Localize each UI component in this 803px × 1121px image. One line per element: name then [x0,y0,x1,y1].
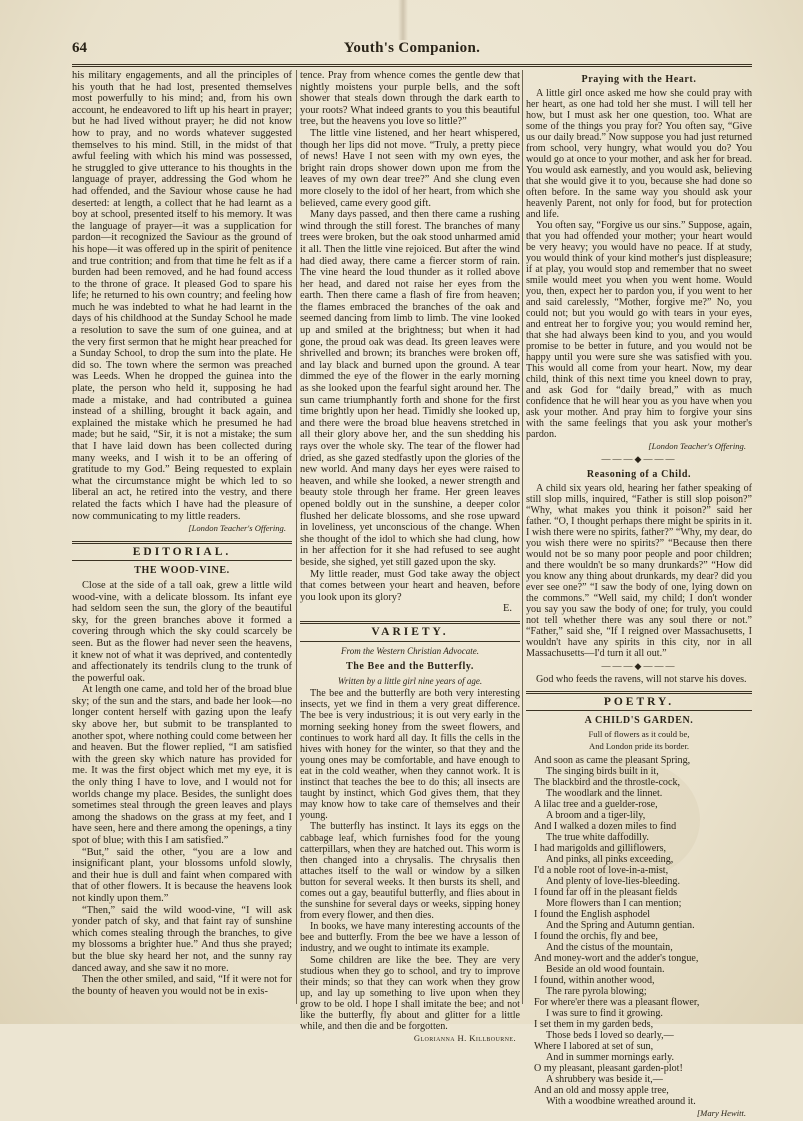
poem-line: And an old and mossy apple tree, [534,1085,669,1096]
article-byline: Written by a little girl nine years of age. [337,675,483,686]
poem-line: I found, within another wood, [534,975,655,986]
poem-line: I was sure to find it growing. [546,1008,663,1019]
poem-line: And the Spring and Autumn gentian. [546,920,695,931]
paper-fold-mark [398,0,408,40]
poem-line: I found the orchis, fly and bee, [534,931,658,942]
poem-line: The singing birds built in it, [546,766,659,777]
source-line: From the Western Christian Advocate. [341,645,479,656]
poem-line: And soon as came the pleasant Spring, [534,755,691,766]
article-paragraph: In books, we have many interesting accounts of the bee and butterfly. From the bee we have a lesson of industry, and we ought to intimate its example. [300,921,520,955]
poem-line: And the cistus of the mountain, [546,942,673,953]
continued-paragraph: his military engagements, and all the principles of his youth that he had lost, presented themselves most powerfully to his mind; and, from his own account, he endeavored to lift up his heart in prayer; but he had lived without prayer; he did not know how to pray, and no words whatever suggested themselves to his mind. Still, in the midst of that awful feeling with which his mind was possessed, he struggled to give utterance to his thoughts in the language of prayer, addressing the God whom he had offended, and the Saviour whose cause he had deserted: at length, a collect that he had learnt as a boy at school, presented itself to his memory. It was the language of prayer—it was a supplication for pardon—it recognized the Saviour as the ground of his hope—it was offered up in the spirit of penitence and true contrition; and from that time he felt as if a burden had been removed, and he had found access to the throne of grace. It pleased God to spare his life; he returned to his own country; and feeling how much he was indebted to what he had learnt in the days of his childhood at the Sunday School he made a resolution to save the sum of one guinea, and at the very first sermon that he might hear preached for a Sunday School, to drop the sum into the plate. He did so. The town where the sermon was preached was Leeds. When he dropped the guinea into the plate, the person who held it, supposing he had made a mistake, and had contributed a guinea instead of a shilling, brought it back again, and explained the mistake which he presumed he had made; but he said, “Sir, it is not a mistake; the sum that I have laid down has been collected during many weeks, and I wish it to be an offering of gratitude to my God.” Being requested to explain what the circumstance might be which led to so liberal an act, he retired into the vestry, and there related the facts which I have had the pleasure of now communicating to my little readers. [72,70,292,522]
poem-line: A lilac tree and a guelder-rose, [534,799,658,810]
poem-line: I found the English asphodel [534,909,651,920]
poem-line: More flowers than I can mention; [546,898,682,909]
poem-line: The rare pyrola blowing; [546,986,647,997]
ornament-divider: ———◆——— [601,661,677,671]
poem-line: For where'er there was a pleasant flower, [534,997,700,1008]
source-signature: [London Teacher's Offering. [648,441,746,451]
poem-epigraph: Full of flowers as it could be, [588,729,690,739]
poem-epigraph: And London pride its border. [588,741,689,751]
poem-line: Beside an old wood fountain. [546,964,665,975]
column-1 [72,70,292,997]
section-title: POETRY. [603,696,675,708]
article-paragraph: A child six years old, hearing her father speaking of still slop mills, inquired, “Father is still slop poison?” “Why, what makes you think it poison?” said her father. “O, I thought perhaps there might be spirits in it. I wish there were no spirits, father?” “Why, my dear, do you wish there were no spirits?” “Because then there would not be so many poor people and poor children; and there wouldn't be so many drunkards?” “How did you know any thing about drunkards, my dear? did you ever see one?” “I saw the body of one, lying down on the commons.” “Well said, my child; I don't wonder you say you saw the body of one; for truly, you could not tell whether there was any soul there or not.” “Father,” said she, “If I reigned over Massachusetts, I wouldn't have any spirits in this city, nor in all Massachusetts—I'd turn it all out.” [526,483,752,659]
poem-line: O my pleasant, pleasant garden-plot! [534,1063,683,1074]
poem-line: Where I labored at set of sun, [534,1041,654,1052]
poem-line: I set them in my garden beds, [534,1019,654,1030]
poem-body [526,755,752,1107]
poem-line: And in summer mornings early. [546,1052,675,1063]
masthead-title: Youth's Companion. [343,40,481,56]
article-paragraph: The little vine listened, and her heart whispered, though her lips did not move. “Truly, a pretty piece of news! Have I not seen with my own eyes, the bright rain drops shower down upon me from the leaves of my own dear tree?” And she clung even more closely to the idol of her heart, from which she believed, came every good gift. [300,127,520,209]
article-paragraph: The butterfly has instinct. It lays its eggs on the cabbage leaf, which furnishes food for the young catterpillars, when they are hatched out. This worm is then changed into a chrysalis. The chrysalis then attaches itself to the wall or window by a silken button for several weeks. It then bursts its shell, and comes out a gay, beautiful butterfly, and flies about in the sunshine for several days or weeks, sipping honey from every flower, and then dies. [300,821,520,922]
ornament-divider: ———◆——— [601,454,677,464]
poem-line: Those beds I loved so dearly,— [546,1030,674,1041]
article-paragraph: My little reader, must God take away the object that comes between your heart and heaven, before you look upon its glory? [300,568,520,603]
poem-line: A shrubbery was beside it,— [546,1074,663,1085]
article-paragraph: Some children are like the bee. They are very studious when they go to school, and try to improve their minds; so that they can work when they grow up, and lay up something to live upon when they grow to be old. I hope I shall imitate the bee; and not like the butterfly, fly about and glitter for a little while, and then die and be forgotten. [300,954,520,1033]
poem-line: With a woodbine wreathed around it. [546,1096,696,1107]
article-paragraph: The bee and the butterfly are both very interesting insects, yet we find in them a very great difference. The bee is very industrious; it is out very early in the morning seeking honey from the sweet flowers, and continues to work hard all day. It fills the cells in the hives with honey for the winter, so that they and the young ones may be comfortable, and have enough to eat in the cold weather, when they cannot work. It is instinct that teaches the bee to do this; all insects are taught by instinct, which God gives them, that they may know how to take care of themselves and their young. [300,688,520,822]
article-paragraph: Close at the side of a tall oak, grew a little wild wood-vine, with a delicate blossom. Its infant eye had seldom seen the sun, the glory of the beautiful sky, for the green branches above it formed a covering through which the sky could scarcely be seen. But as the flower had never seen the heavens, it knew not of what it was deprived, and contentedly and affectionately its tendrils clung to the trunk of the powerful oak. [72,579,292,684]
poem-line: And pinks, all pinks exceeding, [546,854,674,865]
editor-initial: E. [503,603,512,615]
page-header [72,40,752,60]
article-paragraph: A little girl once asked me how she could pray with her heart, as one had told her she must. I will tell her how, but I must ask her one question, too. What are some of the things you pray for? You often say, “Give us our daily bread.” Now suppose you had just returned from school, very hungry, what would you do? You would go at once to your mother, and ask her for bread. You would ask earnestly, and you would ask, believing that she would give it to you, because she had done so often before. In the same way you should ask your heavenly Parent, not only for food, but for protection and life. [526,88,752,220]
article-paragraph: At length one came, and told her of the broad blue sky; of the sun and the stars, and bade her look—no longer content herself with gazing upon the leafy sky above her, but submit to be transplanted to another spot, where nothing could come between her and heaven. But the flower replied, “I am satisfied with the green sky which nature has provided for me. It was the first object which met my eye, it is the only thing I have to love, and I would not for worlds change my place. Besides, the sunlight does sometimes steal through the green leaves and plays among the shadows on the grass at my feet, and I have seen, here and there among the openings, a tiny spot of blue; with this I am satisfied.” [72,684,292,846]
section-header-poetry [526,691,752,711]
article-paragraph: Then the other smiled, and said, “If it were not for the bounty of heaven you would not be in exis- [72,974,292,997]
section-header-editorial [72,541,292,562]
article-paragraph: Many days passed, and then there came a rushing wind through the still forest. The branches of many trees were broken, but the oak stood unharmed amid it all. Then the little vine rejoiced. But after the wind had died away, there came a fiercer storm of rain. The vine heard the loud thunder as it rolled above her head, and dared not raise her eyes from the earth. Then there came a flash of fire from heaven; the flames embraced the branches of the oak and seemed dancing from limb to limb. The vine looked up and smiled at the brightness; but when it had gone, the proud oak was dead. Its green leaves were shrivelled and brown; its branches were broken off, and lay black and burned upon the ground. A tear dimmed the eye of the flower in the early morning as she looked upon the fearful sight around her. The sun came triumphantly forth and shone for the first time brightly upon her head. Timidly she looked up, and there were the broad blue heavens stretched in all their glory above her, and the sun shedding his rays over the whole sky. The tear of the flower had dried, as she gazed stedfastly upon the glories of the new world. And many days her eyes were raised to heaven, and while she looked, a newer strength and beauty stole through her frame. Her green leaves opened boldly out in the sunshine, a deeper color flushed her delicate blossoms, and she rose upward in loveliness, yet unconscious of the change. When she thought of the idol to which she had clung, how in her affection for it she had refused to see aught beside, she sighed, yet still gazed upon the sky. [300,209,520,568]
article-author: Glorianna H. Killbourne. [413,1033,516,1044]
poem-signature: [Mary Hewitt. [696,1108,746,1118]
column-2 [300,70,520,1047]
poem-line: I'd a noble root of love-in-a-mist, [534,865,669,876]
column-divider [296,70,297,1004]
poem-line: And I walked a dozen miles to find [534,821,677,832]
article-title: The Bee and the Butterfly. [345,661,475,673]
section-title: VARIETY. [371,625,449,638]
column-divider [522,70,523,1004]
article-title: THE WOOD-VINE. [134,565,230,577]
section-header-variety [300,621,520,642]
source-signature: [London Teacher's Offering. [188,523,286,534]
continued-paragraph: tence. Pray from whence comes the gentle dew that nightly moistens your purple bells, and the soft shower that steals down through the dark earth to your roots? What indeed grants to you this beautiful tree, but the heavens you love so little?” [300,70,520,128]
poem-line: And money-wort and the adder's tongue, [534,953,699,964]
poem-line: I found far off in the pleasant fields [534,887,678,898]
section-title: EDITORIAL. [132,545,232,558]
maxim: God who feeds the ravens, will not starve his doves. [536,674,747,685]
poem-line: A broom and a tiger-lily, [546,810,646,821]
poem-line: The blackbird and the throstle-cock, [534,777,681,788]
column-3 [526,70,752,1121]
poem-line: I had marigolds and gilliflowers, [534,843,667,854]
header-rule [72,64,752,67]
page-number: 64 [72,40,87,56]
article-title: Praying with the Heart. [581,74,697,85]
article-title: Reasoning of a Child. [586,469,692,480]
article-paragraph: “Then,” said the wild wood-vine, “I will ask yonder patch of sky, and that faint ray of sunshine which comes stealing through the branches, to give my blossoms a brighter hue.” And thus she prayed; but the blue sky heard her not, and the sunny ray danced away, and she saw it no more. [72,904,292,974]
poem-title: A CHILD'S GARDEN. [584,715,694,726]
poem-line: The woodlark and the linnet. [546,788,663,799]
article-paragraph: “But,” said the other, “you are a low and insignificant plant, your blossoms unfold slowly, and their hue is dull and faint when compared with that of other flowers. It is because the heavens look not kindly upon them.” [72,846,292,904]
article-paragraph: You often say, “Forgive us our sins.” Suppose, again, that you had offended your mother; your heart would be very heavy; you would have no peace. If at study, you would think of your kind mother's just displeasure; if at play, you would stop and remember that no sweet smile would meet you when you went home. Would you, then, expect her to pardon you, if you went to her and said carelessly, “Mother, forgive me?” No, you could not; but you would go with tears in your eyes, and entreat her to forgive you; you would remind her, that she had always been kind to you, and you would promise to be better in future, and you would not be happy until you were sure she was satisfied with you. This would all come from your heart. Now, my dear child, think of this next time you kneel down to pray, and ask God for “daily bread,” with as much confidence that he will hear you as you have when you ask your mother. And pray him to forgive your sins with the same feelings that you ask your mother's pardon. [526,220,752,440]
poem-line: The true white daffodilly. [546,832,649,843]
poem-line: And plenty of love-lies-bleeding. [546,876,680,887]
